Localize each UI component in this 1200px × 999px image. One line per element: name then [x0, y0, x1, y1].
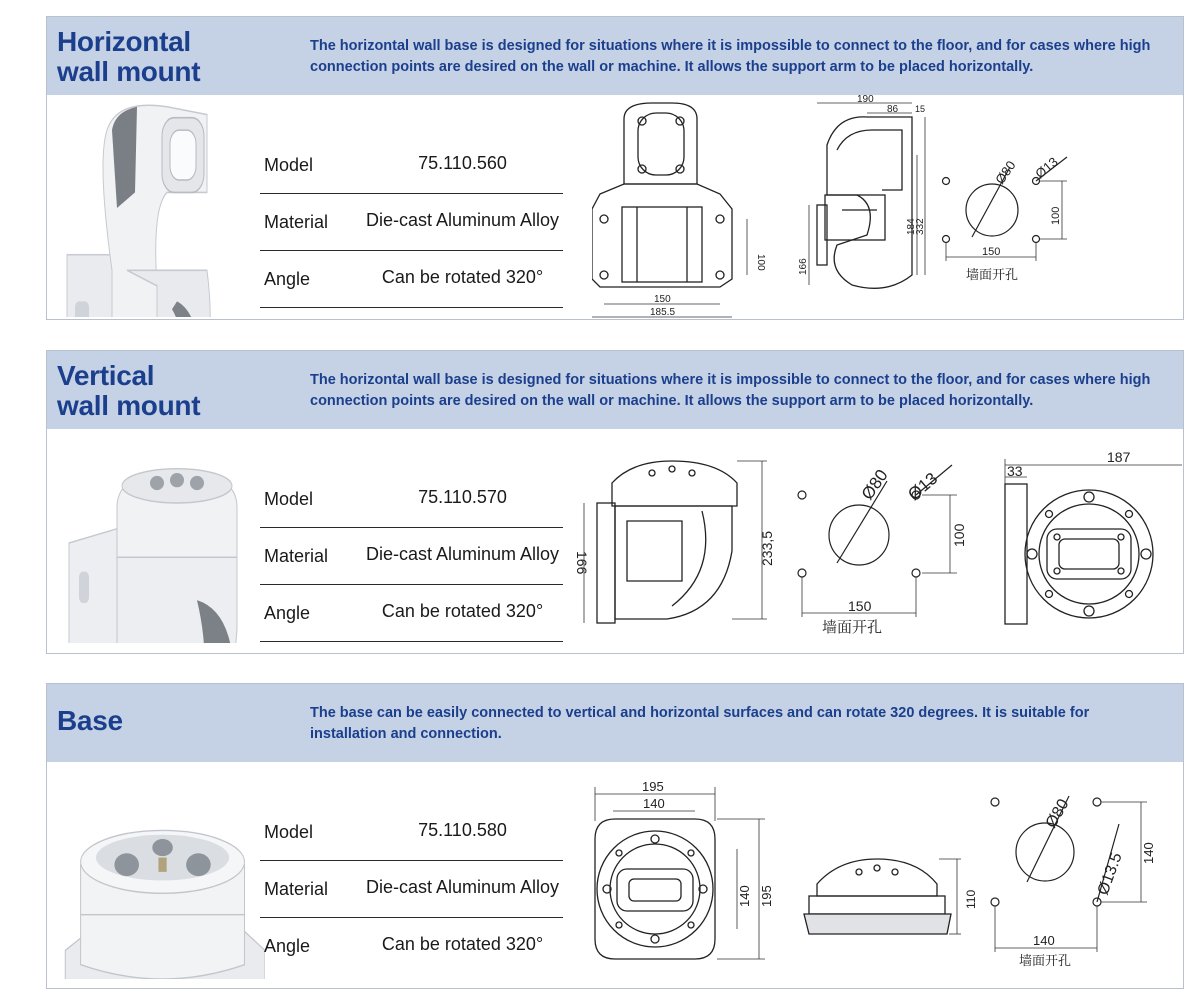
- spec-row-material: [260, 528, 563, 585]
- dim-label: 233,5: [759, 530, 775, 566]
- dim-label: 185.5: [650, 307, 676, 318]
- hole-pattern-drawing: [932, 147, 1112, 297]
- hole-caption: 墙面开孔: [1019, 953, 1072, 968]
- dim-label: 33: [1007, 463, 1023, 479]
- spec-label: Material: [264, 546, 329, 566]
- spec-label: Model: [264, 155, 314, 175]
- section-header: [47, 17, 1183, 95]
- spec-value: Die-cast Aluminum Alloy: [365, 877, 560, 897]
- dim-label: 150: [982, 246, 1001, 258]
- section-vertical-wall-mount: [46, 350, 1184, 654]
- spec-label: Material: [264, 212, 329, 232]
- dim-label: 100: [1050, 206, 1062, 225]
- section-description: The horizontal wall base is designed for situations where it is impossible to connect to the floor, and for cases where high connection points are desired on the wall or machine. It allows the support arm to be placed horizontally.: [310, 372, 1151, 409]
- side-view-drawing: [799, 854, 984, 954]
- spec-row-model: [260, 137, 563, 194]
- spec-label: Angle: [264, 936, 311, 956]
- spec-row-model: [260, 804, 563, 861]
- section-title: Vertical wall mount: [57, 360, 201, 421]
- dim-label: Ø13: [904, 468, 942, 505]
- dim-label: 190: [857, 95, 874, 105]
- spec-row-angle: [260, 585, 563, 642]
- top-view-drawing: [577, 779, 817, 979]
- hole-caption: 墙面开孔: [966, 267, 1019, 282]
- dim-label: 140: [1141, 842, 1156, 864]
- spec-value: Die-cast Aluminum Alloy: [365, 210, 560, 230]
- dim-label: Ø80: [1042, 796, 1073, 831]
- section-horizontal-wall-mount: [46, 16, 1184, 320]
- dim-label: Ø13.5: [1094, 850, 1126, 898]
- hole-caption: 墙面开孔: [822, 619, 883, 636]
- dim-label: 332: [915, 218, 926, 235]
- spec-value: Can be rotated 320°: [381, 267, 544, 287]
- spec-label: Model: [264, 822, 314, 842]
- dim-label: 110: [964, 889, 978, 909]
- dim-label: 140: [737, 885, 752, 907]
- hole-pattern-drawing: [979, 784, 1159, 974]
- dim-label: Ø13: [1032, 154, 1061, 182]
- dim-label: 195: [642, 779, 664, 794]
- dim-label: 150: [654, 294, 671, 305]
- dim-label: 166: [798, 258, 809, 275]
- spec-table: [260, 137, 563, 308]
- spec-label: Material: [264, 879, 329, 899]
- section-base: [46, 683, 1184, 989]
- spec-row-material: [260, 194, 563, 251]
- spec-value: 75.110.580: [418, 820, 507, 840]
- product-photo: [57, 443, 262, 643]
- dim-label: 140: [1033, 933, 1055, 948]
- section-header: [47, 351, 1183, 429]
- dim-label: 15: [915, 104, 926, 114]
- spec-row-angle: [260, 918, 563, 974]
- spec-value: Die-cast Aluminum Alloy: [365, 544, 560, 564]
- dim-label: 195: [759, 885, 774, 907]
- spec-value: 75.110.560: [418, 153, 507, 173]
- product-photo: [57, 99, 262, 317]
- dim-label: 100: [951, 523, 967, 547]
- spec-value: Can be rotated 320°: [381, 934, 544, 954]
- dim-label: 184: [906, 218, 917, 235]
- dim-label: 166: [574, 551, 590, 575]
- spec-label: Model: [264, 489, 314, 509]
- section-description: The horizontal wall base is designed for situations where it is impossible to connect to the floor, and for cases where high connection points are desired on the wall or machine. It allows the support arm to be placed horizontally.: [310, 38, 1151, 75]
- dim-label: 140: [643, 796, 665, 811]
- section-header: [47, 684, 1183, 762]
- spec-label: Angle: [264, 603, 311, 623]
- spec-value: 75.110.570: [418, 487, 507, 507]
- dim-label: 86: [887, 104, 899, 115]
- section-description: The base can be easily connected to vertical and horizontal surfaces and can rotate 320 degrees. It is suitable for installation and connection.: [310, 705, 1090, 742]
- plate-view-drawing: [997, 449, 1182, 629]
- side-view-drawing: [572, 451, 792, 641]
- section-title: Base: [57, 705, 123, 736]
- spec-row-material: [260, 861, 563, 918]
- spec-table: [260, 804, 563, 974]
- side-view-drawing: [747, 95, 927, 295]
- dim-label: Ø80: [992, 157, 1019, 187]
- dim-label: 100: [755, 254, 766, 271]
- spec-row-model: [260, 471, 563, 528]
- dim-label: Ø80: [857, 466, 892, 504]
- hole-pattern-drawing: [792, 451, 992, 641]
- spec-table: [260, 471, 563, 642]
- dim-label: 187: [1107, 449, 1131, 465]
- dim-label: 150: [848, 598, 872, 614]
- section-title: Horizontal wall mount: [57, 26, 201, 87]
- spec-label: Angle: [264, 269, 311, 289]
- spec-value: Can be rotated 320°: [381, 601, 544, 621]
- spec-row-angle: [260, 251, 563, 308]
- product-photo: [55, 779, 265, 979]
